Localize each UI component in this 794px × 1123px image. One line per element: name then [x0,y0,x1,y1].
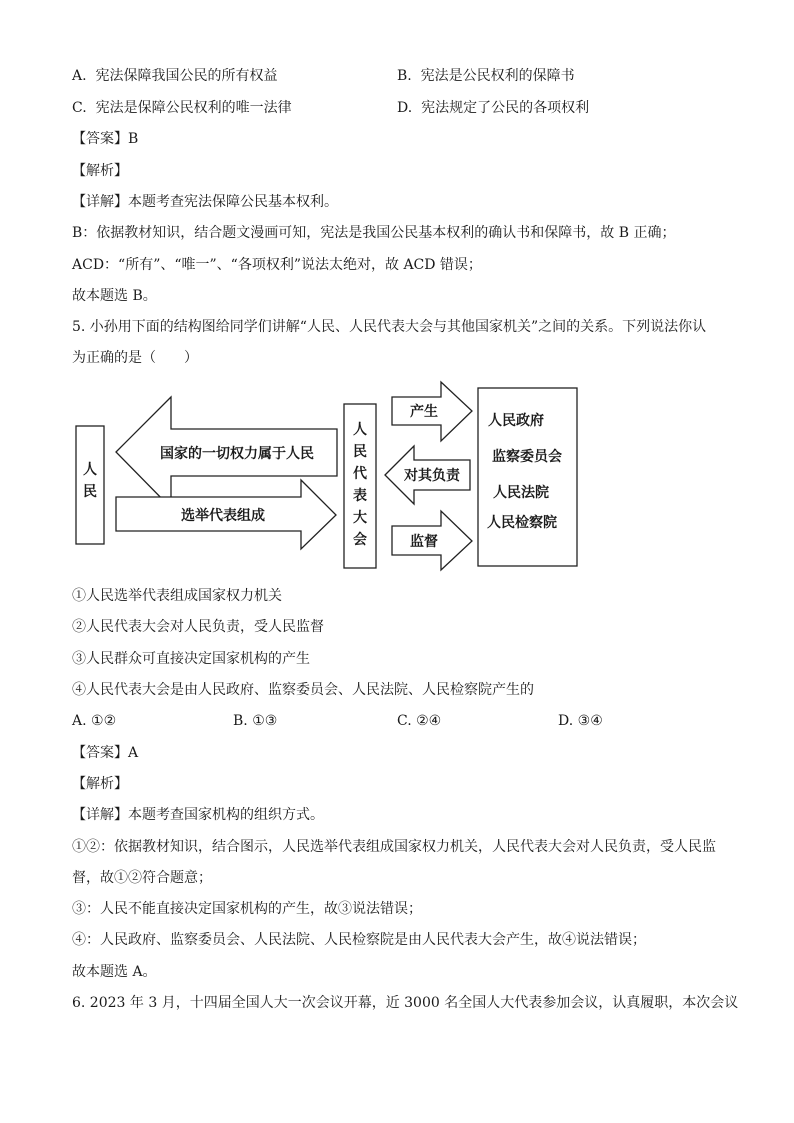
arrow-supervise-label: 监督 [410,534,438,550]
q4-detail-line-2: ACD：“所有”、“唯一”、“各项权利”说法太绝对，故 ACD 错误； [72,257,482,273]
congress-label-char: 会 [353,532,367,548]
q5-analysis-label: 【解析】 [72,776,128,792]
arrow-top-label: 国家的一切权力属于人民 [160,446,314,462]
congress-label-char: 表 [353,488,367,504]
q5-option-b: B. ①③ [233,713,278,729]
q5-detail-line-4: ④：人民政府、监察委员会、人民法院、人民检察院是由人民代表大会产生，故④说法错误； [72,932,646,948]
q4-answer: 【答案】B [72,131,139,147]
q4-option-c: C. 宪法是保障公民权利的唯一法律 [72,100,292,116]
arrow-produce-label: 产生 [410,404,438,420]
q5-detail-line-3: ③：人民不能直接决定国家机构的产生，故③说法错误； [72,901,422,917]
q5-stem-line-2: 为正确的是（ ） [72,350,198,366]
arrow-responsible-label: 对其负责 [404,468,460,484]
q5-statement-4: ④人民代表大会是由人民政府、监察委员会、人民法院、人民检察院产生的 [72,682,534,698]
people-label-char-1: 人民 [83,462,97,500]
q5-detail: 【详解】本题考查国家机构的组织方式。 [72,807,324,823]
organ-supervisory-commission: 监察委员会 [492,449,562,465]
q5-statement-3: ③人民群众可直接决定国家机构的产生 [72,651,310,667]
q5-answer: 【答案】A [72,745,139,761]
q5-option-a: A. ①② [72,713,117,729]
q4-option-b: B. 宪法是公民权利的保障书 [397,68,575,84]
q6-stem-line-1: 6. 2023 年 3 月，十四届全国人大一次会议开幕，近 3000 名全国人大代表参加会议，认真履职，本次会议 [72,995,739,1011]
q4-option-d: D. 宪法规定了公民的各项权利 [397,100,590,116]
q4-detail-line-1: B：依据教材知识，结合题文漫画可知，宪法是我国公民基本权利的确认书和保障书，故 B 正确； [72,225,676,241]
q5-option-d: D. ③④ [558,713,603,729]
congress-label-char: 民 [353,444,367,460]
organ-court: 人民法院 [493,485,549,501]
q4-detail: 【详解】本题考查宪法保障公民基本权利。 [72,194,338,210]
organ-government: 人民政府 [488,413,544,429]
q5-statement-2: ②人民代表大会对人民负责，受人民监督 [72,619,324,635]
organ-procuratorate: 人民检察院 [487,515,557,531]
q4-detail-line-3: 故本题选 B。 [72,288,157,304]
congress-label-char: 人 [353,422,367,438]
q5-statement-1: ①人民选举代表组成国家权力机关 [72,588,282,604]
q5-detail-line-5: 故本题选 A。 [72,964,157,980]
q4-option-a: A. 宪法保障我国公民的所有权益 [72,68,278,84]
congress-label-char: 代 [353,466,367,482]
congress-label-char: 大 [353,510,367,526]
q5-stem-line-1: 5. 小孙用下面的结构图给同学们讲解“人民、人民代表大会与其他国家机关”之间的关系。下列说法你认 [72,319,707,335]
q5-detail-line-2: 督，故①②符合题意； [72,870,212,886]
q5-option-c: C. ②④ [397,713,442,729]
arrow-bottom-label: 选举代表组成 [181,508,265,524]
q5-detail-line-1: ①②：依据教材知识，结合图示，人民选举代表组成国家权力机关，人民代表大会对人民负责，受人民监 [72,839,716,855]
q4-analysis-label: 【解析】 [72,163,128,179]
